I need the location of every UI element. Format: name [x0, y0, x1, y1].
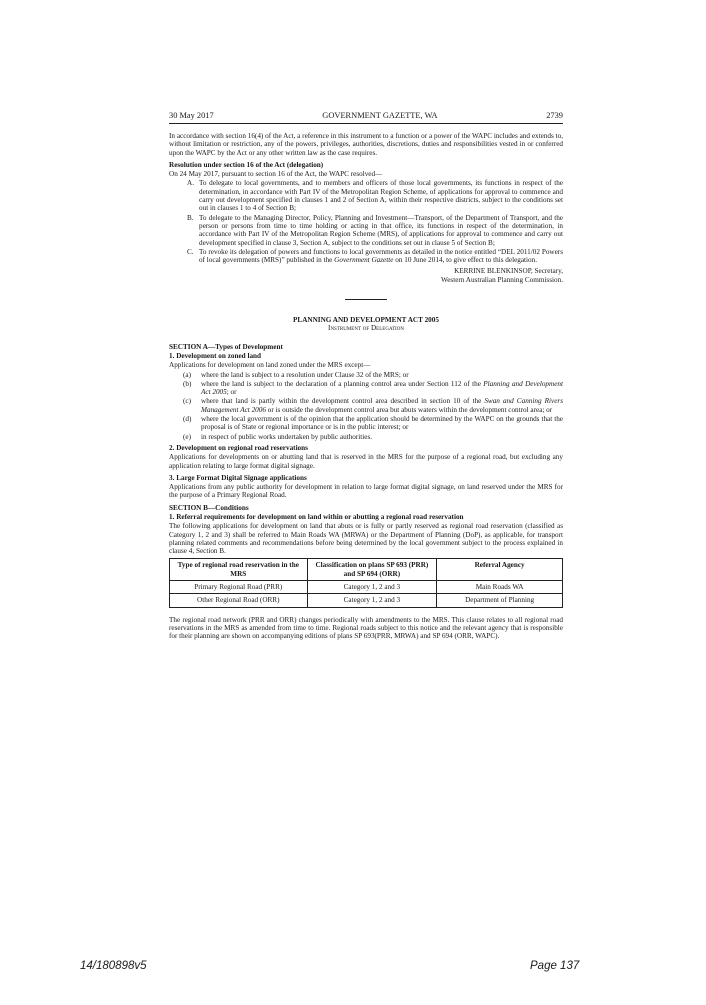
clause-item-e — [183, 433, 563, 441]
item-text-part: on 10 June 2014, to give effect to this delegation. — [393, 256, 538, 265]
item-text-part: To revoke its delegation of powers and functions to local governments as detailed in the notice entitled “DEL 2011/02 Powers of local governments (MRS)” published in the — [199, 247, 563, 265]
document-reference: 14/180898v5 — [80, 960, 147, 972]
item-text — [201, 371, 563, 379]
table-cell: Other Regional Road (ORR) — [170, 594, 308, 607]
act-subtitle: Instrument of Delegation — [328, 324, 404, 333]
section-a-clause-3-heading: 3. Large Format Digital Signage applications — [169, 473, 307, 482]
resolution-item-b — [187, 214, 563, 247]
page-header — [169, 111, 563, 124]
signature-line-2: Western Australian Planning Commission. — [441, 275, 563, 284]
section-b-heading: SECTION B—Conditions — [169, 503, 249, 512]
resolution-item-a — [187, 179, 563, 212]
signature-line-1: KERRINE BLENKINSOP, Secretary, — [454, 267, 563, 276]
item-text: To delegate to local governments, and to members and officers of those local governments, its functions in respect of the determination, in accordance with Part IV of the Metropolitan Region Scheme, of applications for approval to commence and carry out development specified in clauses 1 and 2 of Section A, within their respective districts, subject to the conditions set out in clauses 1 to 4 of Section B; — [199, 179, 563, 213]
item-text-italic: Swan and Canning Rivers Management Act 2006 — [201, 397, 563, 414]
section-a-clause-1-list — [183, 371, 563, 441]
item-text-italic: Planning and Development Act 2005 — [201, 379, 563, 397]
referral-table — [169, 558, 563, 607]
intro-paragraph: In accordance with section 16(4) of the Act, a reference in this instrument to a function or a power of the WAPC includes and extends to, without limitation or restriction, any of the powers, privileges, authorities, discretions, duties and responsibilities vested in or conferred upon the WAPC by the Act or any other written law as the case requires. — [169, 132, 563, 157]
table-header-cell: Classification on plans SP 693 (PRR) and SP 694 (ORR) — [307, 559, 437, 581]
item-text — [201, 415, 563, 432]
item-label: (a) — [183, 370, 191, 379]
section-b-clause-1-text: The following applications for development on land that abuts or is fully or partly reserved as regional road reservation (classified as Category 1, 2 and 3) shall be referred to Main Roads WA (MRWA) or the Department of Planning (DoP), as applicable, for transport planning related comments and recommendations before being determined by the local government subject to the process explained in clause 4, Section B. — [169, 522, 563, 556]
section-a-clause-3-text: Applications from any public authority for development in relation to large format digital signage, on land reserved under the MRS for the purpose of a Primary Regional Road. — [169, 483, 563, 500]
item-text — [201, 433, 563, 441]
item-text — [201, 380, 563, 397]
item-label: B. — [187, 213, 194, 222]
item-text-part: or is outside the development control area but abuts waters within the development control area; or — [265, 405, 553, 414]
section-a-clause-1-lead: Applications for development on land zoned under the MRS except— — [169, 361, 371, 370]
item-label: A. — [187, 179, 194, 188]
resolution-item-c — [187, 248, 563, 265]
item-text-part: where the local government is of the opinion that the application should be determined by the WAPC on the grounds that the proposal is of State or regional importance or is in the public interest; or — [201, 415, 563, 432]
header-title: GOVERNMENT GAZETTE, WA — [322, 111, 438, 120]
resolution-heading: Resolution under section 16 of the Act (delegation) — [169, 160, 324, 169]
item-label: (c) — [183, 397, 191, 406]
section-b-clause-1-heading: 1. Referral requirements for development on land within or abutting a regional road reservation — [169, 512, 464, 521]
section-a-clause-1-heading: 1. Development on zoned land — [169, 351, 262, 360]
table-cell: Category 1, 2 and 3 — [307, 581, 437, 594]
item-text-part: where the land is subject to the declaration of a planning control area under Section 112 of the — [201, 379, 484, 388]
item-text-part: ; or — [226, 388, 237, 397]
item-label: (e) — [183, 432, 191, 441]
table-row — [170, 594, 563, 607]
item-text — [199, 248, 563, 265]
item-text — [201, 397, 563, 414]
act-title: PLANNING AND DEVELOPMENT ACT 2005 — [293, 316, 439, 325]
table-cell: Department of Planning — [437, 594, 563, 607]
item-text-part: where the land is subject to a resolution under Clause 32 of the MRS; or — [201, 370, 409, 379]
table-row — [170, 581, 563, 594]
table-cell: Primary Regional Road (PRR) — [170, 581, 308, 594]
section-a-clause-2-heading: 2. Development on regional road reservations — [169, 443, 308, 452]
item-label: C. — [187, 247, 194, 256]
item-text: To delegate to the Managing Director, Policy, Planning and Investment—Transport, of the Department of Transport, and the person or persons from time to time holding or acting in that office, its functions in respect of the determination, in accordance with Part IV of the Metropolitan Region Scheme (MRS), of applications for approval to commence and carry out development specified in clause 3, Section A, subject to the conditions set out in clause 5 of Section B; — [199, 213, 563, 247]
resolution-list — [187, 179, 563, 264]
clause-item-c — [183, 397, 563, 414]
table-header-row — [170, 559, 563, 581]
header-date: 30 May 2017 — [169, 111, 214, 120]
table-cell: Main Roads WA — [437, 581, 563, 594]
table-header-cell: Type of regional road reservation in the MRS — [170, 559, 308, 581]
item-label: (d) — [183, 415, 192, 424]
clause-item-a — [183, 371, 563, 379]
section-divider — [345, 299, 387, 300]
item-label: (b) — [183, 379, 192, 388]
item-text-part: in respect of public works undertaken by public authorities. — [201, 432, 373, 441]
section-b-closing-text: The regional road network (PRR and ORR) changes periodically with amendments to the MRS. This clause relates to all regional road reservations in the MRS as amended from time to time. Regional roads subject to this notice and the relevant agency that is responsible for their planning are shown on accompanying editions of plans SP 693(PRR, MRWA) and SP 694 (ORR, WAPC). — [169, 615, 563, 641]
resolution-lead: On 24 May 2017, pursuant to section 16 of the Act, the WAPC resolved— — [169, 170, 383, 179]
page-label: Page 137 — [530, 960, 580, 972]
gazette-page — [169, 111, 563, 645]
section-a-heading: SECTION A—Types of Development — [169, 342, 283, 351]
table-cell: Category 1, 2 and 3 — [307, 594, 437, 607]
item-text-italic: Government Gazette — [334, 256, 394, 265]
table-header-cell: Referral Agency — [437, 559, 563, 581]
section-a-clause-2-text: Applications for developments on or abutting land that is reserved in the MRS for the purpose of a regional road, but excluding any application relating to large format digital signage. — [169, 453, 563, 470]
clause-item-b — [183, 380, 563, 397]
header-page-number: 2739 — [546, 111, 563, 120]
clause-item-d — [183, 415, 563, 432]
item-text-part: where that land is partly within the development control area described in section 10 of the — [201, 397, 485, 406]
